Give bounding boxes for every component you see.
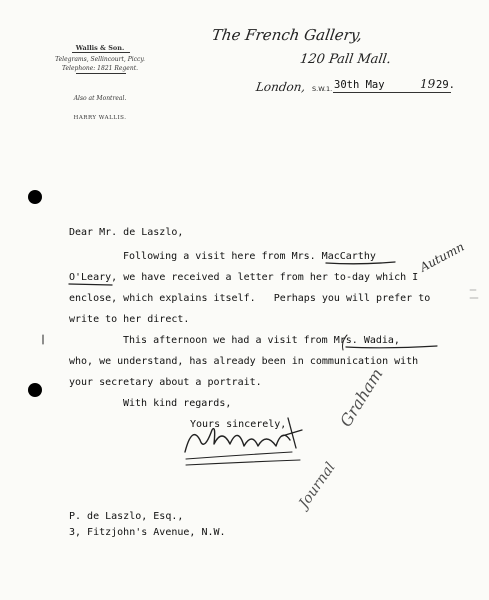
letterhead-proprietor: HARRY WALLIS.: [73, 115, 127, 121]
para2-line1: [123, 335, 400, 347]
para1-line1-text: Following a visit here from: [123, 251, 292, 262]
para1-line4: write to her direct.: [69, 314, 190, 325]
letterhead-telegrams: Telegrams, Sellincourt, Piccy.: [55, 56, 145, 63]
name-wadia: Mrs. Wadia,: [333, 335, 400, 346]
letter-date: 30th May: [334, 79, 385, 91]
year-typed: 29.: [436, 79, 455, 91]
date-underline: [333, 92, 451, 93]
para1-line2: [69, 272, 418, 284]
gallery-address: 120 Pall Mall.: [298, 52, 392, 67]
margin-mark-right: [470, 290, 478, 298]
letterhead-firm: Wallis & Son.: [75, 44, 125, 52]
margin-note: Autumn: [417, 239, 467, 275]
punch-hole-top: [28, 190, 42, 204]
salutation: Dear Mr. de Laszlo,: [69, 227, 184, 238]
name-maccarthy: Mrs. MacCarthy: [291, 251, 376, 262]
recipient-address: 3, Fitzjohn's Avenue, N.W.: [69, 527, 226, 538]
telephone-underline: [76, 73, 126, 74]
note-right: Graham: [336, 364, 387, 431]
para2-line1-text: This afternoon we had a visit from: [123, 335, 334, 346]
letterhead-telephone: Telephone: 1821 Regent.: [61, 65, 139, 72]
name-oleary: O'Leary,: [69, 272, 118, 283]
para1-line2-text: we have received a letter from her to-day which I: [117, 272, 419, 283]
year-printed: 19: [420, 77, 436, 91]
gallery-district: S.W.1.: [312, 85, 333, 93]
signature-underline: [186, 452, 300, 465]
para2-line2: who, we understand, has already been in communication with: [69, 356, 419, 367]
firm-underline: [72, 52, 130, 53]
para1-line3: enclose, which explains itself. Perhaps you will prefer to: [69, 293, 431, 304]
gallery-city: London,: [255, 80, 307, 94]
punch-hole-bottom: [28, 383, 42, 397]
para2-line3: your secretary about a portrait.: [69, 377, 262, 388]
recipient-name: P. de Laszlo, Esq.,: [69, 511, 184, 522]
signature-stroke: [185, 429, 290, 452]
letterhead-montreal: Also at Montreal.: [73, 95, 127, 102]
para1-line1: [123, 251, 376, 263]
regards-line: With kind regards,: [123, 398, 232, 409]
gallery-name: The French Gallery,: [210, 26, 364, 44]
oleary-underline: [69, 284, 112, 285]
note-bottom: Journal: [296, 459, 339, 512]
closing-line: Yours sincerely,: [190, 419, 287, 430]
